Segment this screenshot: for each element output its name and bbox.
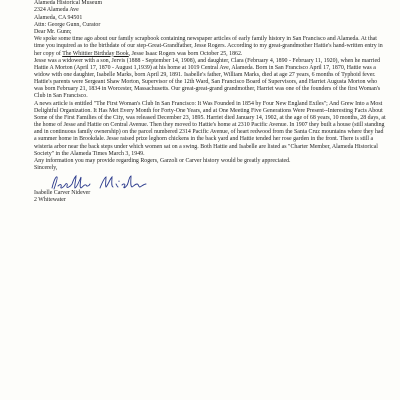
signer-name: Isabelle Carver Nidever: [34, 190, 91, 197]
address-line-3: Alameda, CA 94501: [34, 14, 83, 21]
address-line-1: Alameda Historical Museum: [34, 0, 103, 6]
book-title: The Whittier Birthday Book: [62, 50, 129, 57]
paragraph-3: A news article is entitled "The First Woman's Club In San Francisco: It Was Founded in 1854 by Four New England Exiles"; And Grew Into a Most Delightful Organization. It Has Met Every Month for Forty-One Years, and at One Meeting Five Generations Were Present--Interesting Facts About Some of the First Families of the City, was released December 23, 1895. Harriet died January 14, 1902, at the age of 68 years, 10 months, 28 days, at the home of Jesse and Hattie on Central Avenue. Then they moved to Hattie's home at 2310 Pacific Avenue. In 1907 they built a house (still standing and in continuous family ownership) on the parcel numbered 2314 Pacific Avenue, of heart redwood from the Santa Cruz mountains where they had a summer home in Brookdale. Jesse raised prize leghorn chickens in the back yard and Hattie tended her rose garden in the front. There is still a wisteria arbor near the back steps under which women sat on a swing. Both Hattie and Isabelle are listed as "Charter Member, Alameda Historical Society" in the Alameda Times March 3, 1949.: [34, 100, 386, 157]
closing: Sincerely,: [34, 165, 58, 172]
signature-area: [34, 172, 386, 190]
letter-body: [34, 0, 386, 204]
salutation: Dear Mr. Gunn;: [34, 29, 72, 36]
address-line-2: 2324 Alameda Ave: [34, 7, 79, 14]
attention-line: Attn: George Gunn, Curator: [34, 21, 101, 28]
signer-address: 2 Whitewater: [34, 197, 66, 204]
paragraph-1-text-start: We spoke some time ago about our family scrapbook containing newspaper articles of early family history in San Francisco and Alameda. At that time you inquired as to the birthdate of our step-Great-Grandfather, Jesse Rogers. According to my great-grandmother Hattie's hand-written entry in her copy of: [34, 36, 383, 57]
paragraph-4: Any information you may provide regarding Rogers, Garzoli or Carver history would be greatly appreciated.: [34, 157, 291, 164]
handwritten-signature: [48, 172, 168, 194]
paragraph-1-text-end: , Jesse Isaac Rogers was born October 25, 1862.: [128, 50, 243, 57]
paragraph-1: [34, 36, 386, 57]
paragraph-2: Jesse was a widower with a son, Jervis (1888 - September 14, 1908), and daughter, Clara (February 4, 1890 - February 11, 1920), when he married Hattie A Morton (April 17, 1870 - August 1,1939) at his home at 1019 Central Ave, Alameda. Born in San Francisco April 17, 1870, Hattie was a widow with one daughter, Isabelle Marks, born April 29, 1891. Isabelle's father, William Marks, died at age 27 years, 6 months of Typhoid fever. Hattie's parents were Sergeant Shaw Morton, Supervisor of the 12th Ward, San Francisco Board of Supervisors, and Harriet Augusta Morton who was born February 21, 1834 in Worcester, Massachusetts. Our great-great-grand grandmother, Harriet was one of the founders of the first Woman's Club in San Francisco.: [34, 57, 381, 100]
recipient-address: [34, 0, 386, 22]
